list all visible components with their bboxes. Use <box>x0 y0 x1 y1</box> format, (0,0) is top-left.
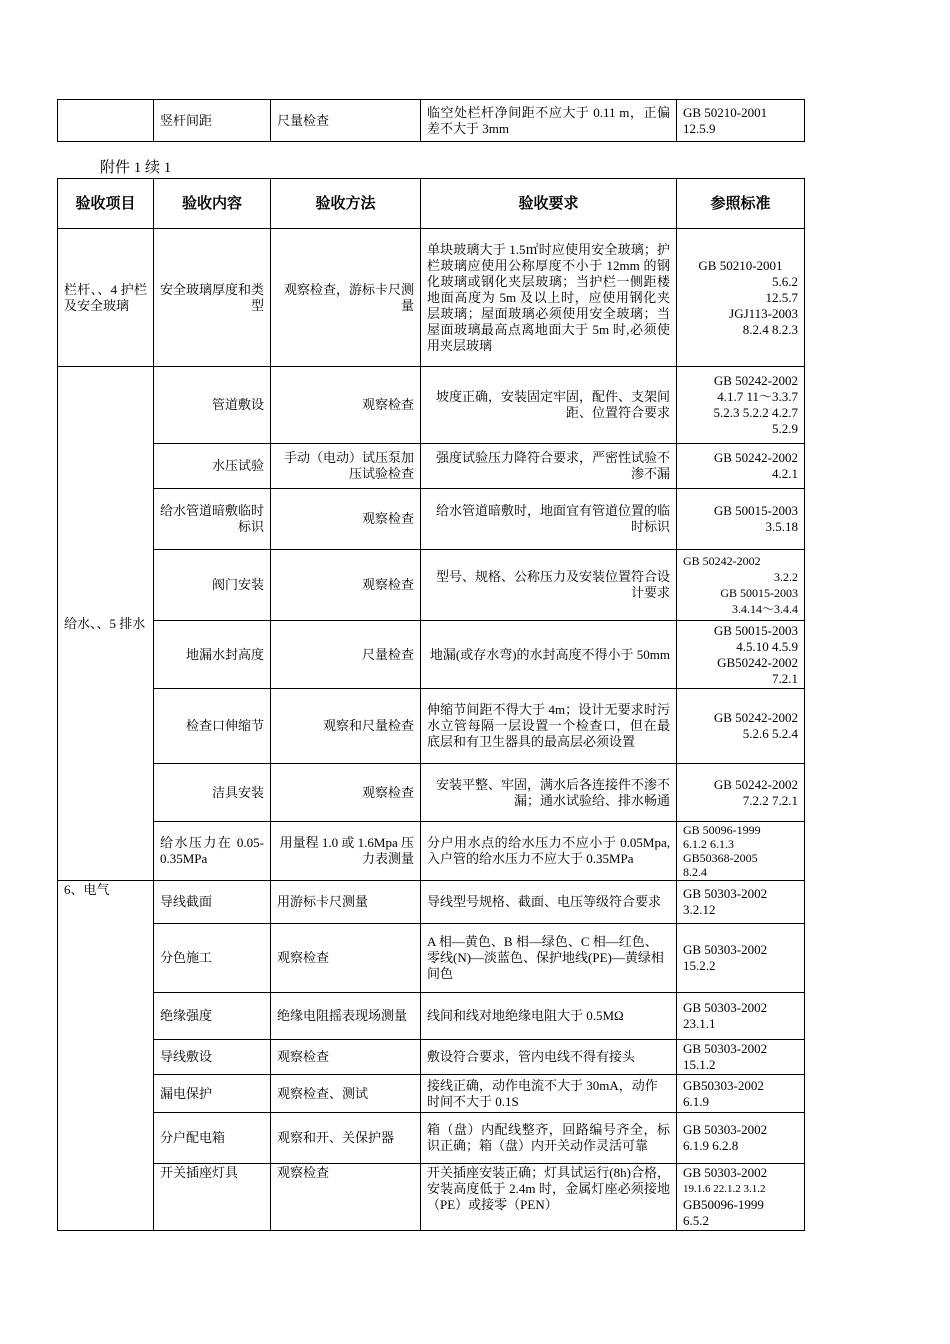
standard-cell: GB 50303-2002 23.1.1 <box>677 993 805 1040</box>
standard-cell: GB 50096-1999 6.1.2 6.1.3 GB50368-2005 8.2.4 <box>677 822 805 881</box>
requirement-cell: 强度试验压力降符合要求，严密性试验不渗不漏 <box>421 444 677 489</box>
requirement-cell: 型号、规格、公称压力及安装位置符合设计要求 <box>421 550 677 621</box>
standard-cell: GB 50210-2001 12.5.9 <box>677 100 805 142</box>
table-row <box>58 993 805 1040</box>
table-row <box>58 924 805 993</box>
content-cell: 导线截面 <box>154 881 271 924</box>
item-cell <box>58 100 154 142</box>
method-cell: 观察检查 <box>271 367 421 444</box>
table-row <box>58 489 805 550</box>
header-method: 验收方法 <box>271 179 421 229</box>
method-cell: 观察检查 <box>271 924 421 993</box>
standard-cell: GB 50303-2002 19.1.6 22.1.2 3.1.2 GB50096-1999 6.5.2 <box>677 1164 805 1231</box>
content-cell: 安全玻璃厚度和类型 <box>154 229 271 367</box>
section-6-item: 6、电气 <box>58 881 154 1231</box>
content-cell: 管道敷设 <box>154 367 271 444</box>
table-row <box>58 1040 805 1075</box>
section-5-item: 给水、、5 排水 <box>58 367 154 881</box>
content-cell: 分色施工 <box>154 924 271 993</box>
requirement-cell: 伸缩节间距不得大于 4m；设计无要求时污水立管每隔一层设置一个检查口，但在最底层和有卫生器具的最高层必须设置 <box>421 689 677 764</box>
method-cell: 用游标卡尺测量 <box>271 881 421 924</box>
method-cell: 观察检查 <box>271 550 421 621</box>
requirement-cell: 给水管道暗敷时，地面宜有管道位置的临时标识 <box>421 489 677 550</box>
top-partial-table <box>57 99 805 142</box>
content-cell: 地漏水封高度 <box>154 621 271 689</box>
requirement-cell: 单块玻璃大于 1.5㎡时应使用安全玻璃；护栏玻璃应使用公称厚度不小于 12mm 的钢化玻璃或钢化夹层玻璃；当护栏一侧距楼地面高度为 5m 及以上时，应使用钢化夹层玻璃；屋面玻璃必须使用安全玻璃；当屋面玻璃最高点离地面大于 5m 时,必须使用夹层玻璃 <box>421 229 677 367</box>
content-cell: 绝缘强度 <box>154 993 271 1040</box>
requirement-cell: 坡度正确，安装固定牢固，配件、支架间距、位置符合要求 <box>421 367 677 444</box>
content-cell: 开关插座灯具 <box>154 1164 271 1231</box>
table-row <box>58 1164 805 1231</box>
table-row <box>58 881 805 924</box>
table-row <box>58 229 805 367</box>
method-cell: 观察检查 <box>271 1164 421 1231</box>
requirement-cell: 安装平整、牢固，满水后各连接件不渗不漏；通水试验给、排水畅通 <box>421 764 677 822</box>
header-item: 验收项目 <box>58 179 154 229</box>
standard-cell: GB 50242-2002 5.2.6 5.2.4 <box>677 689 805 764</box>
header-standard: 参照标准 <box>677 179 805 229</box>
content-cell: 导线敷设 <box>154 1040 271 1075</box>
method-cell: 观察和开、关保护器 <box>271 1113 421 1164</box>
requirement-cell: 敷设符合要求，管内电线不得有接头 <box>421 1040 677 1075</box>
table-row <box>58 1113 805 1164</box>
method-cell: 观察和尺量检查 <box>271 689 421 764</box>
content-cell: 竖杆间距 <box>154 100 271 142</box>
standard-cell: GB 50303-2002 3.2.12 <box>677 881 805 924</box>
method-cell: 观察检查 <box>271 1040 421 1075</box>
method-cell: 尺量检查 <box>271 100 421 142</box>
content-cell: 水压试验 <box>154 444 271 489</box>
content-cell: 给水压力在 0.05-0.35MPa <box>154 822 271 881</box>
standard-cell: GB 50015-2003 3.5.18 <box>677 489 805 550</box>
content-cell: 检查口伸缩节 <box>154 689 271 764</box>
requirement-cell: 分户用水点的给水压力不应小于 0.05Mpa,入户管的给水压力不应大于 0.35MPa <box>421 822 677 881</box>
requirement-cell: 地漏(或存水弯)的水封高度不得小于 50mm <box>421 621 677 689</box>
standard-cell: GB50303-2002 6.1.9 <box>677 1075 805 1113</box>
table-row <box>58 764 805 822</box>
requirement-cell: 开关插座安装正确；灯具试运行(8h)合格，安装高度低于 2.4m 时，金属灯座必须接地（PE）或接零（PEN） <box>421 1164 677 1231</box>
standard-cell: GB 50303-2002 6.1.9 6.2.8 <box>677 1113 805 1164</box>
table-row <box>58 822 805 881</box>
method-cell: 手动（电动）试压泵加压试验检查 <box>271 444 421 489</box>
table-row <box>58 550 805 621</box>
table-row <box>58 367 805 444</box>
requirement-cell: 箱（盘）内配线整齐，回路编号齐全，标识正确；箱（盘）内开关动作灵活可靠 <box>421 1113 677 1164</box>
standard-cell: GB 50242-2002 4.1.7 11～3.3.7 5.2.3 5.2.2 4.2.7 5.2.9 <box>677 367 805 444</box>
table-row <box>58 100 805 142</box>
table-row <box>58 444 805 489</box>
method-cell: 观察检查 <box>271 489 421 550</box>
header-content: 验收内容 <box>154 179 271 229</box>
requirement-cell: A 相—黄色、B 相—绿色、C 相—红色、零线(N)—淡蓝色、保护地线(PE)—黄绿相间色 <box>421 924 677 993</box>
content-cell: 分户配电箱 <box>154 1113 271 1164</box>
standard-cell: GB 50303-2002 15.2.2 <box>677 924 805 993</box>
table-row <box>58 621 805 689</box>
header-requirement: 验收要求 <box>421 179 677 229</box>
content-cell: 阀门安装 <box>154 550 271 621</box>
standard-cell: GB 50242-2002 4.2.1 <box>677 444 805 489</box>
method-cell: 观察检查、测试 <box>271 1075 421 1113</box>
standard-cell: GB 50015-2003 4.5.10 4.5.9 GB50242-2002 7.2.1 <box>677 621 805 689</box>
standard-cell: GB 50242-2002 7.2.2 7.2.1 <box>677 764 805 822</box>
standard-cell: GB 50242-2002 3.2.2 GB 50015-2003 3.4.14～3.4.4 <box>677 550 805 621</box>
requirement-cell: 接线正确，动作电流不大于 30mA，动作时间不大于 0.1S <box>421 1075 677 1113</box>
requirement-cell: 线间和线对地绝缘电阻大于 0.5MΩ <box>421 993 677 1040</box>
content-cell: 漏电保护 <box>154 1075 271 1113</box>
method-cell: 观察检查 <box>271 764 421 822</box>
method-cell: 用量程 1.0 或 1.6Mpa 压力表测量 <box>271 822 421 881</box>
table-row <box>58 1075 805 1113</box>
requirement-cell: 临空处栏杆净间距不应大于 0.11 m，正偏差不大于 3mm <box>421 100 677 142</box>
header-row <box>58 179 805 229</box>
content-cell: 给水管道暗敷临时标识 <box>154 489 271 550</box>
method-cell: 尺量检查 <box>271 621 421 689</box>
method-cell: 绝缘电阻摇表现场测量 <box>271 993 421 1040</box>
content-cell: 洁具安装 <box>154 764 271 822</box>
standard-cell: GB 50303-2002 15.1.2 <box>677 1040 805 1075</box>
table-caption: 附件 1 续 1 <box>100 160 172 176</box>
standard-cell: GB 50210-2001 5.6.2 12.5.7 JGJ113-2003 8.2.4 8.2.3 <box>677 229 805 367</box>
table-row <box>58 689 805 764</box>
requirement-cell: 导线型号规格、截面、电压等级符合要求 <box>421 881 677 924</box>
method-cell: 观察检查，游标卡尺测量 <box>271 229 421 367</box>
acceptance-table <box>57 178 805 1231</box>
section-4-item: 栏杆、、4 护栏及安全玻璃 <box>58 229 154 367</box>
